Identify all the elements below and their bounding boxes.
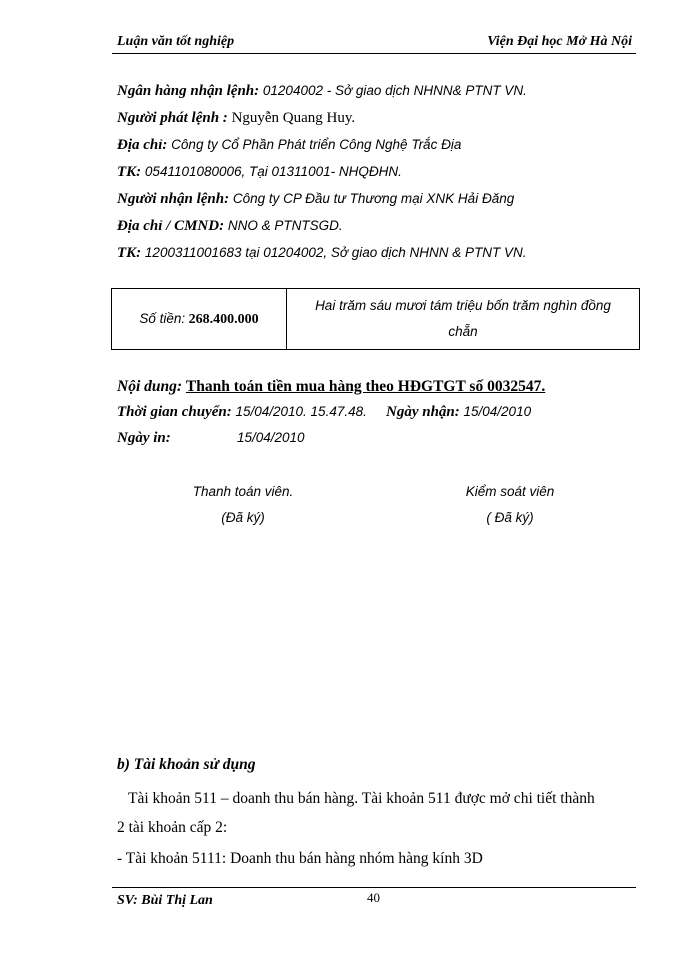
received-date-line	[386, 403, 531, 421]
content-label: Nội dung:	[117, 378, 183, 395]
bank-line	[117, 82, 527, 100]
amount-words-line2: chẵn	[448, 324, 478, 339]
print-date-line	[117, 429, 171, 447]
issuer-line	[117, 109, 355, 127]
address1-label: Địa chỉ:	[117, 137, 168, 153]
print-date-value: 15/04/2010	[237, 430, 305, 445]
footer-rule	[112, 887, 636, 888]
bullet-5111: - Tài khoản 5111: Doanh thu bán hàng nhóm hàng kính 3D	[117, 850, 483, 867]
transfer-time-label: Thời gian chuyển:	[117, 404, 232, 420]
account1-label: TK:	[117, 164, 142, 180]
amount-table	[111, 288, 640, 350]
amount-cell	[112, 289, 287, 350]
account1-value: 0541101080006, Tại 01311001- NHQĐHN.	[141, 164, 402, 179]
address1-line	[117, 136, 461, 154]
bank-value: 01204002 - Sở giao dịch NHNN& PTNT VN.	[259, 83, 527, 98]
signature-left-note: (Đã ký)	[221, 510, 265, 525]
amount-value: 268.400.000	[185, 311, 259, 327]
amount-words-cell	[287, 289, 640, 350]
address2-value: NNO & PTNTSGD.	[224, 218, 343, 233]
paragraph-line1: Tài khoản 511 – doanh thu bán hàng. Tài khoản 511 được mở chi tiết thành	[128, 790, 595, 807]
bank-label: Ngân hàng nhận lệnh:	[117, 83, 260, 99]
account2-line	[117, 244, 527, 262]
transfer-time-line	[117, 403, 367, 421]
signature-right-title: Kiểm soát viên	[465, 484, 555, 499]
issuer-value: Nguyễn Quang Huy.	[227, 110, 356, 126]
section-heading: b) Tài khoản sử dụng	[117, 756, 256, 773]
receiver-value: Công ty CP Đầu tư Thương mại XNK Hải Đăng	[229, 191, 515, 206]
receiver-line	[117, 190, 514, 208]
amount-label: Số tiền:	[139, 310, 186, 326]
print-date-label: Ngày in:	[117, 430, 171, 446]
account2-label: TK:	[117, 245, 142, 261]
signature-right-note: ( Đã ký)	[486, 510, 534, 525]
address2-line	[117, 217, 343, 235]
header-rule	[112, 53, 636, 54]
address1-value: Công ty Cổ Phần Phát triển Công Nghệ Trắc Địa	[167, 137, 462, 152]
content-value: Thanh toán tiền mua hàng theo HĐGTGT số 0032547.	[185, 378, 546, 395]
header-right: Viện Đại học Mở Hà Nội	[487, 34, 632, 49]
account1-line	[117, 163, 402, 181]
account2-value: 1200311001683 tại 01204002, Sở giao dịch NHNN & PTNT VN.	[141, 245, 527, 260]
page-number: 40	[367, 890, 380, 905]
content-line	[117, 378, 545, 396]
signature-left-title: Thanh toán viên.	[192, 484, 294, 499]
footer-student: SV: Bùi Thị Lan	[117, 893, 213, 908]
amount-words-line1: Hai trăm sáu mươi tám triệu bốn trăm nghìn đồng	[315, 298, 611, 313]
issuer-label: Người phát lệnh :	[117, 110, 228, 126]
address2-label: Địa chỉ / CMND:	[117, 218, 225, 234]
received-date-value: 15/04/2010	[459, 404, 532, 419]
receiver-label: Người nhận lệnh:	[117, 191, 230, 207]
paragraph-line2: 2 tài khoản cấp 2:	[117, 819, 228, 836]
transfer-time-value: 15/04/2010. 15.47.48.	[231, 404, 367, 419]
header-left: Luận văn tốt nghiệp	[117, 34, 235, 49]
received-date-label: Ngày nhận:	[386, 404, 460, 420]
